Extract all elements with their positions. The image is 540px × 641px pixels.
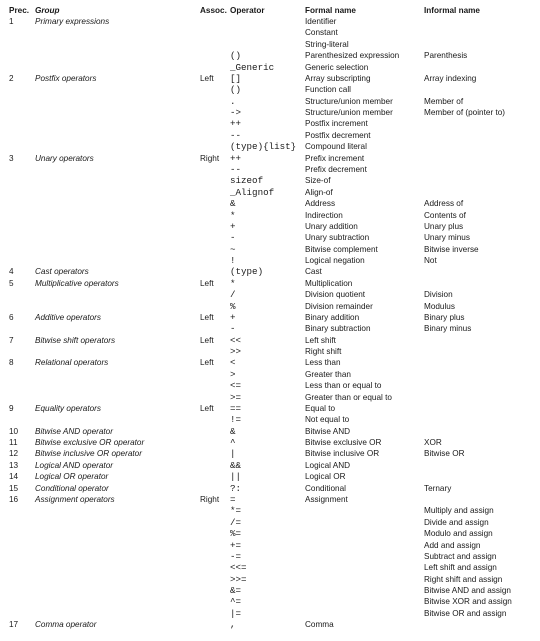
- informal-name-cell: Multiply and assign: [424, 506, 494, 516]
- operator-cell: %=: [230, 528, 242, 540]
- formal-name-cell: Division quotient: [305, 290, 366, 300]
- operator-cell: ~: [230, 243, 236, 255]
- formal-name-cell: Equal to: [305, 403, 336, 413]
- formal-name-cell: Unary addition: [305, 221, 358, 231]
- formal-name-cell: Logical negation: [305, 256, 365, 265]
- prec-cell: 1: [9, 17, 14, 26]
- prec-cell: 14: [9, 472, 19, 482]
- prec-cell: 5: [9, 278, 14, 288]
- informal-name-cell: Address of: [424, 199, 464, 209]
- group-cell: Primary expressions: [35, 17, 110, 26]
- prec-cell: 3: [9, 153, 14, 163]
- formal-name-cell: Logical OR: [305, 472, 346, 482]
- formal-name-cell: Array subscripting: [305, 73, 371, 83]
- informal-name-cell: Bitwise XOR and assign: [424, 597, 512, 607]
- formal-name-cell: Binary addition: [305, 312, 360, 322]
- informal-name-cell: Add and assign: [424, 540, 481, 550]
- operator-cell: (): [230, 50, 242, 62]
- operator-cell: ||: [230, 471, 242, 483]
- header-operator: Operator: [230, 6, 265, 15]
- group-cell: Equality operators: [35, 403, 101, 413]
- prec-cell: 17: [9, 620, 19, 630]
- formal-name-cell: Unary subtraction: [305, 233, 370, 243]
- prec-cell: 15: [9, 483, 19, 493]
- assoc-cell: Right: [200, 495, 220, 504]
- formal-name-cell: Structure/union member: [305, 108, 393, 117]
- group-cell: Assignment operators: [35, 495, 115, 504]
- operator-cell: ^: [230, 437, 236, 449]
- group-cell: Relational operators: [35, 358, 109, 368]
- formal-name-cell: Constant: [305, 28, 338, 38]
- operator-cell: (type){list}: [230, 141, 297, 153]
- informal-name-cell: Binary minus: [424, 324, 472, 334]
- informal-name-cell: Not: [424, 256, 437, 265]
- prec-cell: 9: [9, 403, 14, 413]
- formal-name-cell: Division remainder: [305, 301, 373, 311]
- formal-name-cell: Postfix decrement: [305, 130, 371, 140]
- formal-name-cell: Structure/union member: [305, 96, 393, 106]
- informal-name-cell: Member of (pointer to): [424, 108, 505, 117]
- header-formal-name: Formal name: [305, 6, 356, 15]
- informal-name-cell: Right shift and assign: [424, 574, 503, 584]
- informal-name-cell: Division: [424, 290, 453, 300]
- group-cell: Bitwise exclusive OR operator: [35, 438, 145, 448]
- operator-cell: |=: [230, 607, 242, 619]
- assoc-cell: Right: [200, 153, 220, 163]
- operator-cell: =: [230, 494, 236, 505]
- operator-cell: <: [230, 357, 236, 369]
- formal-name-cell: Multiplication: [305, 278, 353, 288]
- operator-cell: +: [230, 220, 236, 232]
- prec-cell: 16: [9, 495, 19, 504]
- header-group: Group: [35, 6, 60, 15]
- operator-cell: /=: [230, 516, 242, 528]
- operator-cell: &: [230, 198, 236, 210]
- operator-cell: *: [230, 277, 236, 289]
- formal-name-cell: Prefix increment: [305, 153, 365, 163]
- formal-name-cell: Align-of: [305, 187, 333, 197]
- header-assoc: Assoc.: [200, 6, 227, 15]
- operator-cell: (type): [230, 266, 264, 278]
- operator-cell: ->: [230, 107, 242, 118]
- informal-name-cell: Unary minus: [424, 233, 470, 243]
- prec-cell: 12: [9, 449, 19, 459]
- formal-name-cell: Greater than: [305, 369, 351, 379]
- formal-name-cell: Greater than or equal to: [305, 392, 392, 402]
- informal-name-cell: Left shift and assign: [424, 563, 497, 573]
- formal-name-cell: Bitwise complement: [305, 244, 378, 254]
- operator-cell: ++: [230, 118, 242, 130]
- group-cell: Postfix operators: [35, 73, 97, 83]
- header-informal-name: Informal name: [424, 6, 480, 15]
- formal-name-cell: Size-of: [305, 176, 331, 186]
- group-cell: Bitwise inclusive OR operator: [35, 449, 142, 459]
- group-cell: Logical AND operator: [35, 460, 113, 470]
- informal-name-cell: Bitwise AND and assign: [424, 586, 511, 595]
- header-prec: Prec.: [9, 6, 30, 15]
- group-cell: Cast operators: [35, 267, 89, 277]
- operator-cell: _Generic: [230, 61, 275, 73]
- formal-name-cell: Bitwise AND: [305, 426, 351, 436]
- formal-name-cell: Right shift: [305, 347, 342, 356]
- operator-cell: >: [230, 368, 236, 380]
- operator-cell: !: [230, 255, 236, 266]
- formal-name-cell: Bitwise inclusive OR: [305, 449, 380, 459]
- operator-cell: *: [230, 209, 236, 221]
- informal-name-cell: Member of: [424, 96, 464, 106]
- operator-cell: !=: [230, 414, 242, 426]
- informal-name-cell: Bitwise OR and assign: [424, 608, 507, 618]
- group-cell: Bitwise AND operator: [35, 426, 113, 436]
- formal-name-cell: Comma: [305, 620, 334, 630]
- operator-cell: >>: [230, 346, 242, 357]
- assoc-cell: Left: [200, 73, 214, 83]
- operator-cell: %: [230, 300, 236, 312]
- operator-cell: +=: [230, 539, 242, 551]
- operator-cell: (): [230, 84, 242, 96]
- assoc-cell: Left: [200, 358, 214, 368]
- formal-name-cell: String-literal: [305, 39, 349, 49]
- formal-name-cell: Indirection: [305, 210, 343, 220]
- operator-cell: /: [230, 289, 236, 301]
- group-cell: Bitwise shift operators: [35, 335, 116, 345]
- operator-cell: <<=: [230, 562, 247, 574]
- informal-name-cell: Subtract and assign: [424, 551, 497, 561]
- informal-name-cell: Divide and assign: [424, 517, 489, 527]
- formal-name-cell: Prefix decrement: [305, 164, 367, 174]
- prec-cell: 6: [9, 312, 14, 322]
- assoc-cell: Left: [200, 335, 214, 345]
- operator-cell: &: [230, 425, 236, 437]
- assoc-cell: Left: [200, 278, 214, 288]
- informal-name-cell: XOR: [424, 438, 442, 448]
- prec-cell: 10: [9, 426, 19, 436]
- prec-cell: 8: [9, 358, 14, 368]
- operator-cell: ?:: [230, 482, 242, 494]
- operator-cell: --: [230, 129, 242, 141]
- operator-cell: <<: [230, 334, 242, 346]
- group-cell: Unary operators: [35, 153, 94, 163]
- operator-cell: ++: [230, 152, 242, 164]
- formal-name-cell: Less than or equal to: [305, 381, 382, 391]
- prec-cell: 11: [9, 438, 18, 448]
- group-cell: Logical OR operator: [35, 472, 109, 482]
- formal-name-cell: Bitwise exclusive OR: [305, 438, 382, 448]
- operator-cell: +: [230, 311, 236, 323]
- informal-name-cell: Array indexing: [424, 73, 477, 83]
- operator-cell: <=: [230, 380, 242, 392]
- prec-cell: 2: [9, 73, 14, 83]
- informal-name-cell: Bitwise OR: [424, 449, 465, 459]
- operator-cell: ^=: [230, 596, 242, 608]
- informal-name-cell: Modulus: [424, 301, 455, 311]
- group-cell: Additive operators: [35, 312, 101, 322]
- informal-name-cell: Binary plus: [424, 312, 465, 322]
- operator-cell: >=: [230, 391, 242, 403]
- informal-name-cell: Ternary: [424, 483, 452, 493]
- operator-cell: &&: [230, 459, 242, 471]
- group-cell: Multiplicative operators: [35, 278, 119, 288]
- operator-cell: ==: [230, 402, 242, 414]
- operator-cell: .: [230, 95, 236, 107]
- assoc-cell: Left: [200, 403, 214, 413]
- informal-name-cell: Contents of: [424, 210, 466, 220]
- formal-name-cell: Parenthesized expression: [305, 51, 400, 61]
- informal-name-cell: Parenthesis: [424, 51, 468, 61]
- operator-cell: sizeof: [230, 175, 264, 187]
- operator-cell: --: [230, 163, 242, 175]
- formal-name-cell: Address: [305, 199, 336, 209]
- informal-name-cell: Bitwise inverse: [424, 244, 479, 254]
- formal-name-cell: Function call: [305, 85, 351, 95]
- prec-cell: 7: [9, 335, 14, 345]
- operator-cell: -: [230, 323, 236, 335]
- group-cell: Conditional operator: [35, 483, 109, 493]
- prec-cell: 13: [9, 460, 19, 470]
- formal-name-cell: Assignment: [305, 495, 348, 504]
- formal-name-cell: Cast: [305, 267, 322, 277]
- operator-cell: >>=: [230, 573, 247, 585]
- formal-name-cell: Conditional: [305, 483, 346, 493]
- operator-cell: _Alignof: [230, 186, 275, 198]
- group-cell: Comma operator: [35, 620, 97, 630]
- formal-name-cell: Left shift: [305, 335, 336, 345]
- operator-cell: *=: [230, 505, 242, 517]
- operator-cell: []: [230, 72, 242, 84]
- formal-name-cell: Identifier: [305, 17, 337, 26]
- informal-name-cell: Modulo and assign: [424, 529, 493, 539]
- prec-cell: 4: [9, 267, 14, 277]
- formal-name-cell: Compound literal: [305, 142, 367, 152]
- operator-cell: -=: [230, 550, 242, 562]
- informal-name-cell: Unary plus: [424, 221, 464, 231]
- operator-cell: -: [230, 232, 236, 244]
- operator-cell: ,: [230, 619, 236, 631]
- assoc-cell: Left: [200, 312, 214, 322]
- formal-name-cell: Postfix increment: [305, 119, 368, 129]
- formal-name-cell: Logical AND: [305, 460, 351, 470]
- formal-name-cell: Not equal to: [305, 415, 350, 425]
- formal-name-cell: Generic selection: [305, 62, 369, 72]
- operator-cell: |: [230, 448, 236, 460]
- formal-name-cell: Binary subtraction: [305, 324, 371, 334]
- operator-cell: &=: [230, 585, 242, 596]
- formal-name-cell: Less than: [305, 358, 341, 368]
